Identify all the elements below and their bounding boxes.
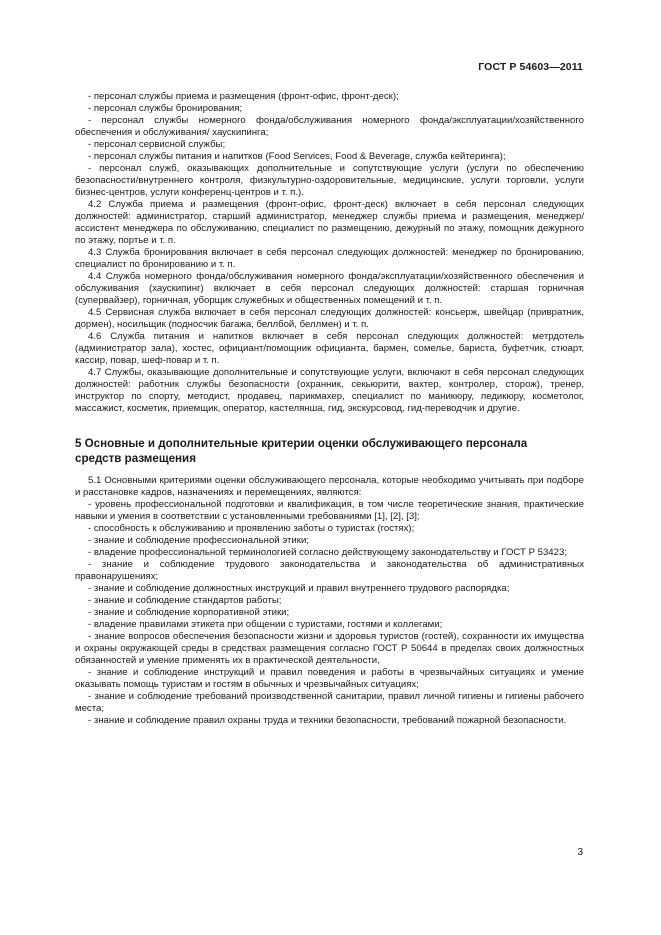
list-item: - владение профессиональной терминологией согласно действующему законодательству и ГОСТ Р 53423; [88, 547, 567, 558]
clause-4-3: 4.3 Служба бронирования включает в себя персонал следующих должностей: менеджер по бронированию, специалист по бронированию и т. п. [75, 247, 584, 270]
list-item: - владение правилами этикета при общении с туристами, гостями и коллегами; [88, 619, 443, 630]
list-item: - персонал сервисной службы; [88, 139, 226, 150]
clause-4-6: 4.6 Служба питания и напитков включает в себя персонал следующих должностей: метрдотель (администратор зала), хостес, официант/помощник официанта, бармен, сомелье, бариста, буфетчик, стюарт, кассир, повар, шеф-повар и т. п. [75, 331, 584, 366]
list-item: - знание и соблюдение должностных инструкций и правил внутреннего трудового распорядка; [88, 583, 510, 594]
clause-4-4: 4.4 Служба номерного фонда/обслуживания номерного фонда/эксплуатации/хозяйственного обеспечения и обслуживания (хаускипинг) включает в себя персонал следующих должностей: старшая горничная (супервайзер), горничная, уборщик служебных и общественных помещений и т. п. [75, 271, 584, 306]
list-item: - персонал службы питания и напитков (Food Services, Food & Beverage, служба кейтеринга); [88, 151, 506, 162]
list-item: - способность к обслуживанию и проявлению заботы о туристах (гостях); [88, 523, 415, 534]
document-body [75, 91, 584, 727]
list-item: - знание и соблюдение трудового законодательства и законодательства об административных правонарушениях; [75, 559, 584, 582]
section-4-list [75, 91, 584, 199]
list-item: - персонал службы бронирования; [88, 103, 243, 114]
list-item: - знание и соблюдение инструкций и правил поведения и работы в чрезвычайных ситуациях и умение оказывать помощь туристам и гостям в обычных и чрезвычайных ситуациях; [75, 667, 584, 690]
list-item: - персонал службы приема и размещения (фронт-офис, фронт-деск); [88, 91, 399, 102]
document-code: ГОСТ Р 54603—2011 [478, 61, 583, 73]
list-item: - знание и соблюдение правил охраны труда и техники безопасности, требований пожарной безопасности. [88, 715, 567, 726]
page-number: 3 [577, 847, 583, 858]
list-item: - уровень профессиональной подготовки и квалификация, в том числе теоретические знания, практические навыки и умения в соответствии с установленными требованиями [1], [2], [3]; [75, 499, 584, 522]
section-5-heading: 5 Основные и дополнительные критерии оценки обслуживающего персонала средств размещения [75, 437, 528, 465]
clause-5-1: 5.1 Основными критериями оценки обслуживающего персонала, которые необходимо учитывать при подборе и расстановке кадров, назначениях и перемещениях, являются: [75, 475, 584, 498]
clause-4-7: 4.7 Службы, оказывающие дополнительные и сопутствующие услуги, включают в себя персонал следующих должностей: работник службы безопасности (охранник, секьюрити, вахтер, контролер, сторож), тренер, инструктор по спорту, методист, продавец, парикмахер, специалист по маникюру, педикюру, косметолог, массажист, косметик, приемщик, оператор, кастелянша, гид, экскурсовод, гид-переводчик и другие. [75, 367, 584, 414]
clause-4-2: 4.2 Служба приема и размещения (фронт-офис, фронт-деск) включает в себя персонал следующих должностей: администратор, старший администратор, менеджер службы приема и размещения, менеджер/ассистент менеджера по обслуживанию, специалист по размещению, дежурный по этажу, помощник дежурного по этажу, портье и т. п. [75, 199, 584, 246]
list-item: - знание и соблюдение требований производственной санитарии, правил личной гигиены и гигиены рабочего места; [75, 691, 584, 714]
list-item: - знание и соблюдение корпоративной этики; [88, 607, 290, 618]
list-item: - знание вопросов обеспечения безопасности жизни и здоровья туристов (гостей), сохранности их имущества и охраны окружающей среды в средствах размещения согласно ГОСТ Р 50644 в пределах своих должностных обязанностей и умение применять их в практической деятельности, [75, 631, 584, 666]
list-item: - знание и соблюдение стандартов работы; [88, 595, 282, 606]
clause-4-5: 4.5 Сервисная служба включает в себя персонал следующих должностей: консьерж, швейцар (привратник, дормен), носильщик (подносчик багажа, беллбой, беллмен) и т. п. [75, 307, 584, 330]
list-item: - персонал служб, оказывающих дополнительные и сопутствующие услуги (услуги по обеспечению безопасности/внутреннего контроля, физкультурно-оздоровительные, медицинские, услуги торговли, услуги бизнес-центров, услуги конференц-центров и т. п.). [75, 163, 584, 198]
section-5-list [75, 499, 584, 727]
list-item: - знание и соблюдение профессиональной этики; [88, 535, 309, 546]
section-4-clauses [75, 199, 584, 415]
list-item: - персонал службы номерного фонда/обслуживания номерного фонда/эксплуатации/хозяйственного обеспечения и обслуживания/ хаускипинга; [75, 115, 584, 138]
